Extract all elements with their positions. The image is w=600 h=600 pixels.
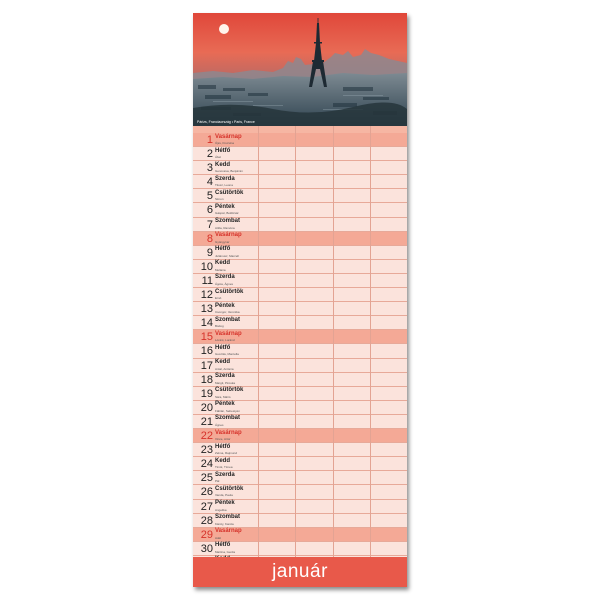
weekday-name: Kedd [215,359,230,366]
day-row [193,443,407,457]
weekday-name: Csütörtök [215,189,244,196]
paris-skyline-image [193,13,407,126]
weekday-name: Vasárnap [215,133,242,140]
day-number: 21 [200,415,213,428]
day-row [193,147,407,161]
day-row [193,274,407,288]
weekday-name: Csütörtök [215,485,244,492]
weekday-name: Szombat [215,514,241,521]
day-number: 10 [200,260,213,273]
photo-caption: Párizs, Franciaország • Paris, France [197,120,255,124]
day-row [193,415,407,429]
name-day: Gáspár, Boldizsár [215,211,239,216]
weekday-name: Szerda [215,471,235,478]
month-label: január [272,561,328,582]
day-number: 12 [200,289,213,302]
weekday-name: Vasárnap [215,330,242,337]
weekday-name: Hétfő [215,443,231,450]
name-day: Zelma, Rajmund [215,451,238,456]
weekday-name: Hétfő [215,147,231,154]
day-row [193,471,407,485]
name-day: Attila, Ramóna [215,225,235,230]
day-number: 14 [200,317,213,330]
day-row [193,189,407,203]
day-row [193,175,407,189]
day-row [193,542,407,556]
day-row [193,203,407,217]
day-number: 27 [200,500,213,513]
day-number: 13 [200,303,213,316]
weekday-name: Kedd [215,260,230,267]
weekday-name: Péntek [215,302,235,309]
day-number: 24 [200,458,213,471]
name-day: Újév, Fruzsina [215,141,234,145]
day-row [193,288,407,302]
weekday-name: Hétfő [215,246,231,253]
day-row [193,246,407,260]
day-number: 26 [200,486,213,499]
weekday-name: Péntek [215,500,235,507]
weekday-name: Szombat [215,415,241,422]
day-number: 25 [200,472,213,485]
name-day: Genovéva, Benjámin [215,169,243,174]
day-row [193,133,407,147]
day-number: 8 [206,232,213,245]
day-row [193,485,407,499]
day-number: 19 [200,387,213,400]
calendar-photo [193,13,407,126]
day-row [193,218,407,232]
weekday-name: Szerda [215,274,235,281]
day-number: 1 [206,134,213,146]
day-row [193,359,407,373]
name-day: Fábián, Sebestyén [215,408,241,413]
name-day: Margit, Piroska [215,380,236,385]
weekday-name: Hétfő [215,542,231,549]
name-day: Ábel [215,155,222,160]
month-footer [193,557,407,587]
name-day: Bódog [215,324,224,329]
name-day: Adél [215,535,222,540]
day-row [193,161,407,175]
weekday-name: Szombat [215,316,241,323]
name-day: Titusz, Leona [215,183,233,188]
weekday-name: Kedd [215,161,230,168]
name-day: Vanda, Paula [215,493,233,498]
weekday-name: Szerda [215,373,235,380]
header-strip [193,126,407,133]
day-row [193,500,407,514]
name-day: Ernő [215,296,222,301]
day-row [193,401,407,415]
name-day: Sára, Márió [215,394,231,399]
weekday-name: Hétfő [215,344,231,351]
weekday-name: Szombat [215,218,241,225]
wall-calendar [193,13,407,587]
day-row [193,316,407,330]
day-number: 6 [206,204,213,217]
weekday-name: Csütörtök [215,288,244,295]
name-day: Antal, Antónia [215,366,234,371]
day-row [193,514,407,528]
name-day: Ágnes [215,422,224,427]
day-row [193,373,407,387]
day-number: 18 [200,373,213,386]
day-number: 22 [200,430,213,443]
day-row [193,330,407,344]
weekday-name: Csütörtök [215,387,244,394]
day-number: 15 [200,331,213,344]
name-day: Juliánusz, Marcell [215,253,239,258]
day-number: 16 [200,345,213,358]
day-row [193,387,407,401]
weekday-name: Péntek [215,401,235,408]
name-day: Melánia [215,267,226,272]
weekday-name: Péntek [215,203,235,210]
day-number: 3 [206,162,213,175]
weekday-name: Kedd [215,457,230,464]
name-day: Ágota, Ágnes [215,281,234,286]
day-number: 4 [206,176,213,189]
day-number: 11 [201,274,213,287]
name-day: Martina, Gerda [215,549,236,554]
weekday-name: Szerda [215,175,235,182]
day-number: 2 [206,148,213,161]
name-day: Csongor, Veronika [215,310,240,315]
name-day: Vince, Artúr [215,437,231,442]
name-day: Lóránt, Loránd [215,338,235,343]
name-day: Károly, Karola [215,521,234,526]
name-day: Timót, Tímea [215,465,233,470]
weekday-name: Vasárnap [215,429,242,436]
day-row [193,344,407,358]
name-day: Angelika [215,507,227,512]
day-number: 7 [206,218,213,231]
weekday-name: Vasárnap [215,232,242,239]
day-row [193,232,407,246]
day-number: 9 [206,246,213,259]
day-number: 5 [206,190,213,203]
day-number: 17 [200,359,213,372]
day-row [193,528,407,542]
day-row [193,429,407,443]
name-day: Gyöngyvér [215,239,230,244]
day-number: 30 [200,542,213,555]
name-day: Pál [215,479,220,484]
day-number: 20 [200,401,213,414]
day-number: 28 [200,514,213,527]
day-row [193,260,407,274]
name-day: Gusztáv, Marcella [215,352,239,357]
day-number: 23 [200,444,213,457]
day-row [193,457,407,471]
day-number: 29 [200,528,213,541]
name-day: Simon [215,197,224,202]
days-grid [193,133,407,570]
day-row [193,302,407,316]
weekday-name: Vasárnap [215,528,242,535]
